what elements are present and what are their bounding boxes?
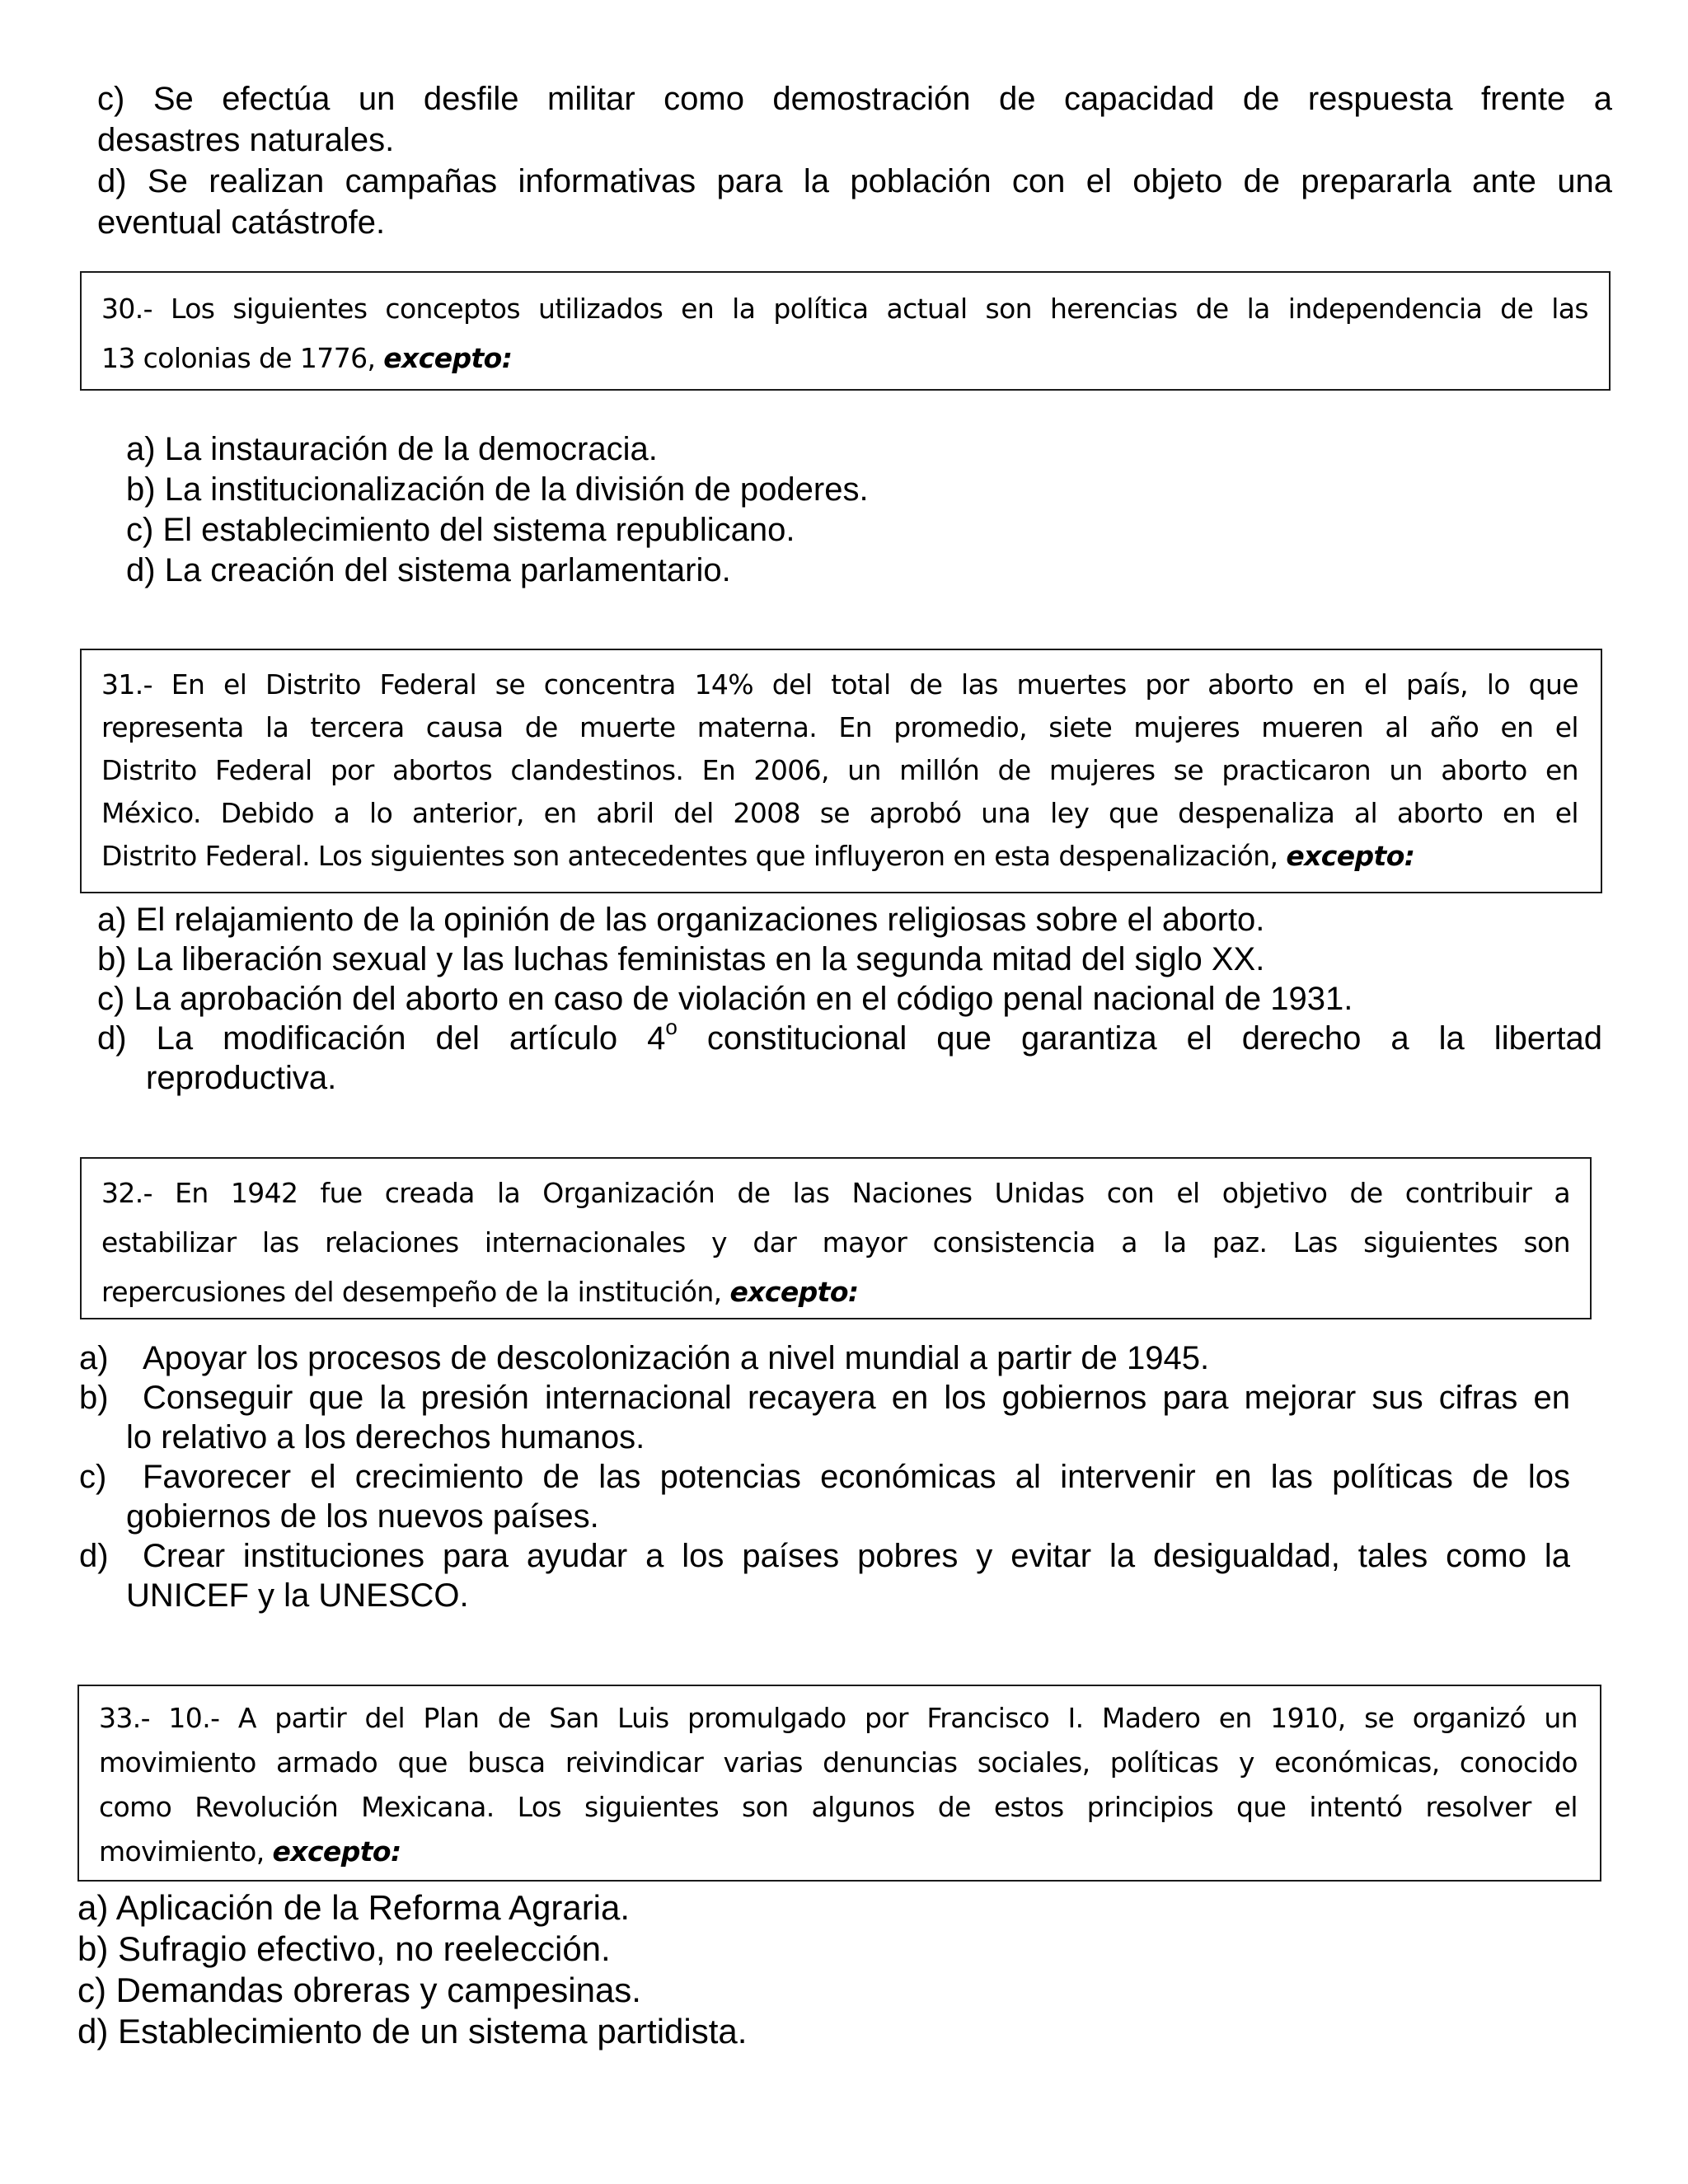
question-30-stem-line2: 13 colonias de 1776, excepto:	[101, 342, 513, 374]
question-31-stem-line3: Distrito Federal por abortos clandestinos. En 2006, un millón de mujeres se practicaron un aborto en	[101, 754, 1578, 786]
option-c: c) El establecimiento del sistema republicano.	[126, 512, 795, 548]
question-number: 32.-	[101, 1177, 152, 1209]
question-32-stem-line3: repercusiones del desempeño de la institución, excepto:	[101, 1276, 859, 1308]
question-33-stem-line1: 33.- 10.- A partir del Plan de San Luis promulgado por Francisco I. Madero en 1910, se organizó un	[99, 1702, 1578, 1734]
option-c	[97, 79, 1612, 119]
option-a: a) El relajamiento de la opinión de las organizaciones religiosas sobre el aborto.	[97, 902, 1265, 938]
question-31-stem-line5: Distrito Federal. Los siguientes son antecedentes que influyeron en esta despenalización, excepto:	[101, 840, 1415, 872]
question-33-stem-line4: movimiento, excepto:	[99, 1835, 401, 1868]
option-c: Favorecer el crecimiento de las potencias económicas al intervenir en las políticas de los	[143, 1459, 1570, 1495]
option-d: Crear instituciones para ayudar a los países pobres y evitar la desigualdad, tales como la	[143, 1538, 1570, 1574]
option-b-letter: b)	[79, 1380, 109, 1416]
option-b-continuation: lo relativo a los derechos humanos.	[126, 1419, 645, 1455]
option-b: b) La liberación sexual y las luchas feministas en la segunda mitad del siglo XX.	[97, 941, 1265, 977]
option-letter: d)	[97, 163, 127, 199]
option-c-continuation: desastres naturales.	[97, 122, 395, 158]
question-number: 31.-	[101, 668, 152, 701]
option-c-letter: c)	[79, 1459, 107, 1495]
excepto-emphasis: excepto:	[729, 1276, 859, 1308]
question-32-stem-line2: estabilizar las relaciones internacionales y dar mayor consistencia a la paz. Las siguientes son	[101, 1226, 1570, 1258]
option-a-letter: a)	[79, 1340, 109, 1376]
option-text: Se efectúa un desfile militar como demostración de capacidad de respuesta frente a	[152, 81, 1612, 117]
option-d-continuation: UNICEF y la UNESCO.	[126, 1577, 469, 1614]
option-d	[97, 162, 1612, 201]
question-33-stem-line3: como Revolución Mexicana. Los siguientes son algunos de estos principios que intentó resolver el	[99, 1791, 1578, 1823]
question-number: 30.-	[101, 293, 152, 325]
option-d-continuation: eventual catástrofe.	[97, 204, 386, 241]
question-30-stem-line1: 30.- Los siguientes conceptos utilizados en la política actual son herencias de la independencia de las	[101, 293, 1588, 325]
option-d-continuation: reproductiva.	[146, 1060, 337, 1096]
excepto-emphasis: excepto:	[1286, 840, 1415, 872]
question-31-stem-line1: 31.- En el Distrito Federal se concentra 14% del total de las muertes por aborto en el país, lo que	[101, 668, 1579, 701]
question-33-box	[77, 1685, 1601, 1882]
question-30-box	[80, 271, 1611, 391]
option-a: Apoyar los procesos de descolonización a nivel mundial a partir de 1945.	[143, 1340, 1210, 1376]
degree-superscript: o	[665, 1015, 678, 1039]
question-31-box	[80, 649, 1602, 893]
excepto-emphasis: excepto:	[383, 342, 513, 374]
question-31-stem-line2: representa la tercera causa de muerte materna. En promedio, siete mujeres mueren al año en el	[101, 711, 1578, 743]
option-text: Se realizan campañas informativas para la población con el objeto de prepararla ante una	[147, 163, 1612, 199]
option-a: a) Aplicación de la Reforma Agraria.	[77, 1888, 631, 1927]
option-c: c) La aprobación del aborto en caso de violación en el código penal nacional de 1931.	[97, 981, 1353, 1017]
option-a: a) La instauración de la democracia.	[126, 431, 658, 467]
excepto-emphasis: excepto:	[272, 1835, 401, 1868]
question-number: 33.- 10.-	[99, 1702, 220, 1734]
question-32-stem-line1: 32.- En 1942 fue creada la Organización de las Naciones Unidas con el objetivo de contribuir a	[101, 1177, 1570, 1209]
question-33-stem-line2: movimiento armado que busca reivindicar varias denuncias sociales, políticas y económicas, conocido	[99, 1746, 1578, 1779]
option-b: Conseguir que la presión internacional recayera en los gobiernos para mejorar sus cifras en	[143, 1380, 1570, 1416]
option-letter: c)	[97, 81, 125, 117]
option-d: d) Establecimiento de un sistema partidista.	[77, 2012, 748, 2050]
option-c: c) Demandas obreras y campesinas.	[77, 1971, 641, 2009]
option-d: d) La creación del sistema parlamentario.	[126, 552, 731, 588]
option-d-letter: d)	[79, 1538, 109, 1574]
question-32-box	[80, 1157, 1592, 1319]
option-d: d) La modificación del artículo 4$^o$ constitucional que garantiza el derecho a la libertad	[97, 1015, 1603, 1057]
option-c-continuation: gobiernos de los nuevos países.	[126, 1498, 599, 1535]
option-b: b) Sufragio efectivo, no reelección.	[77, 1929, 611, 1968]
question-31-stem-line4: México. Debido a lo anterior, en abril del 2008 se aprobó una ley que despenaliza al aborto en el	[101, 797, 1578, 829]
option-b: b) La institucionalización de la división de poderes.	[126, 471, 869, 508]
